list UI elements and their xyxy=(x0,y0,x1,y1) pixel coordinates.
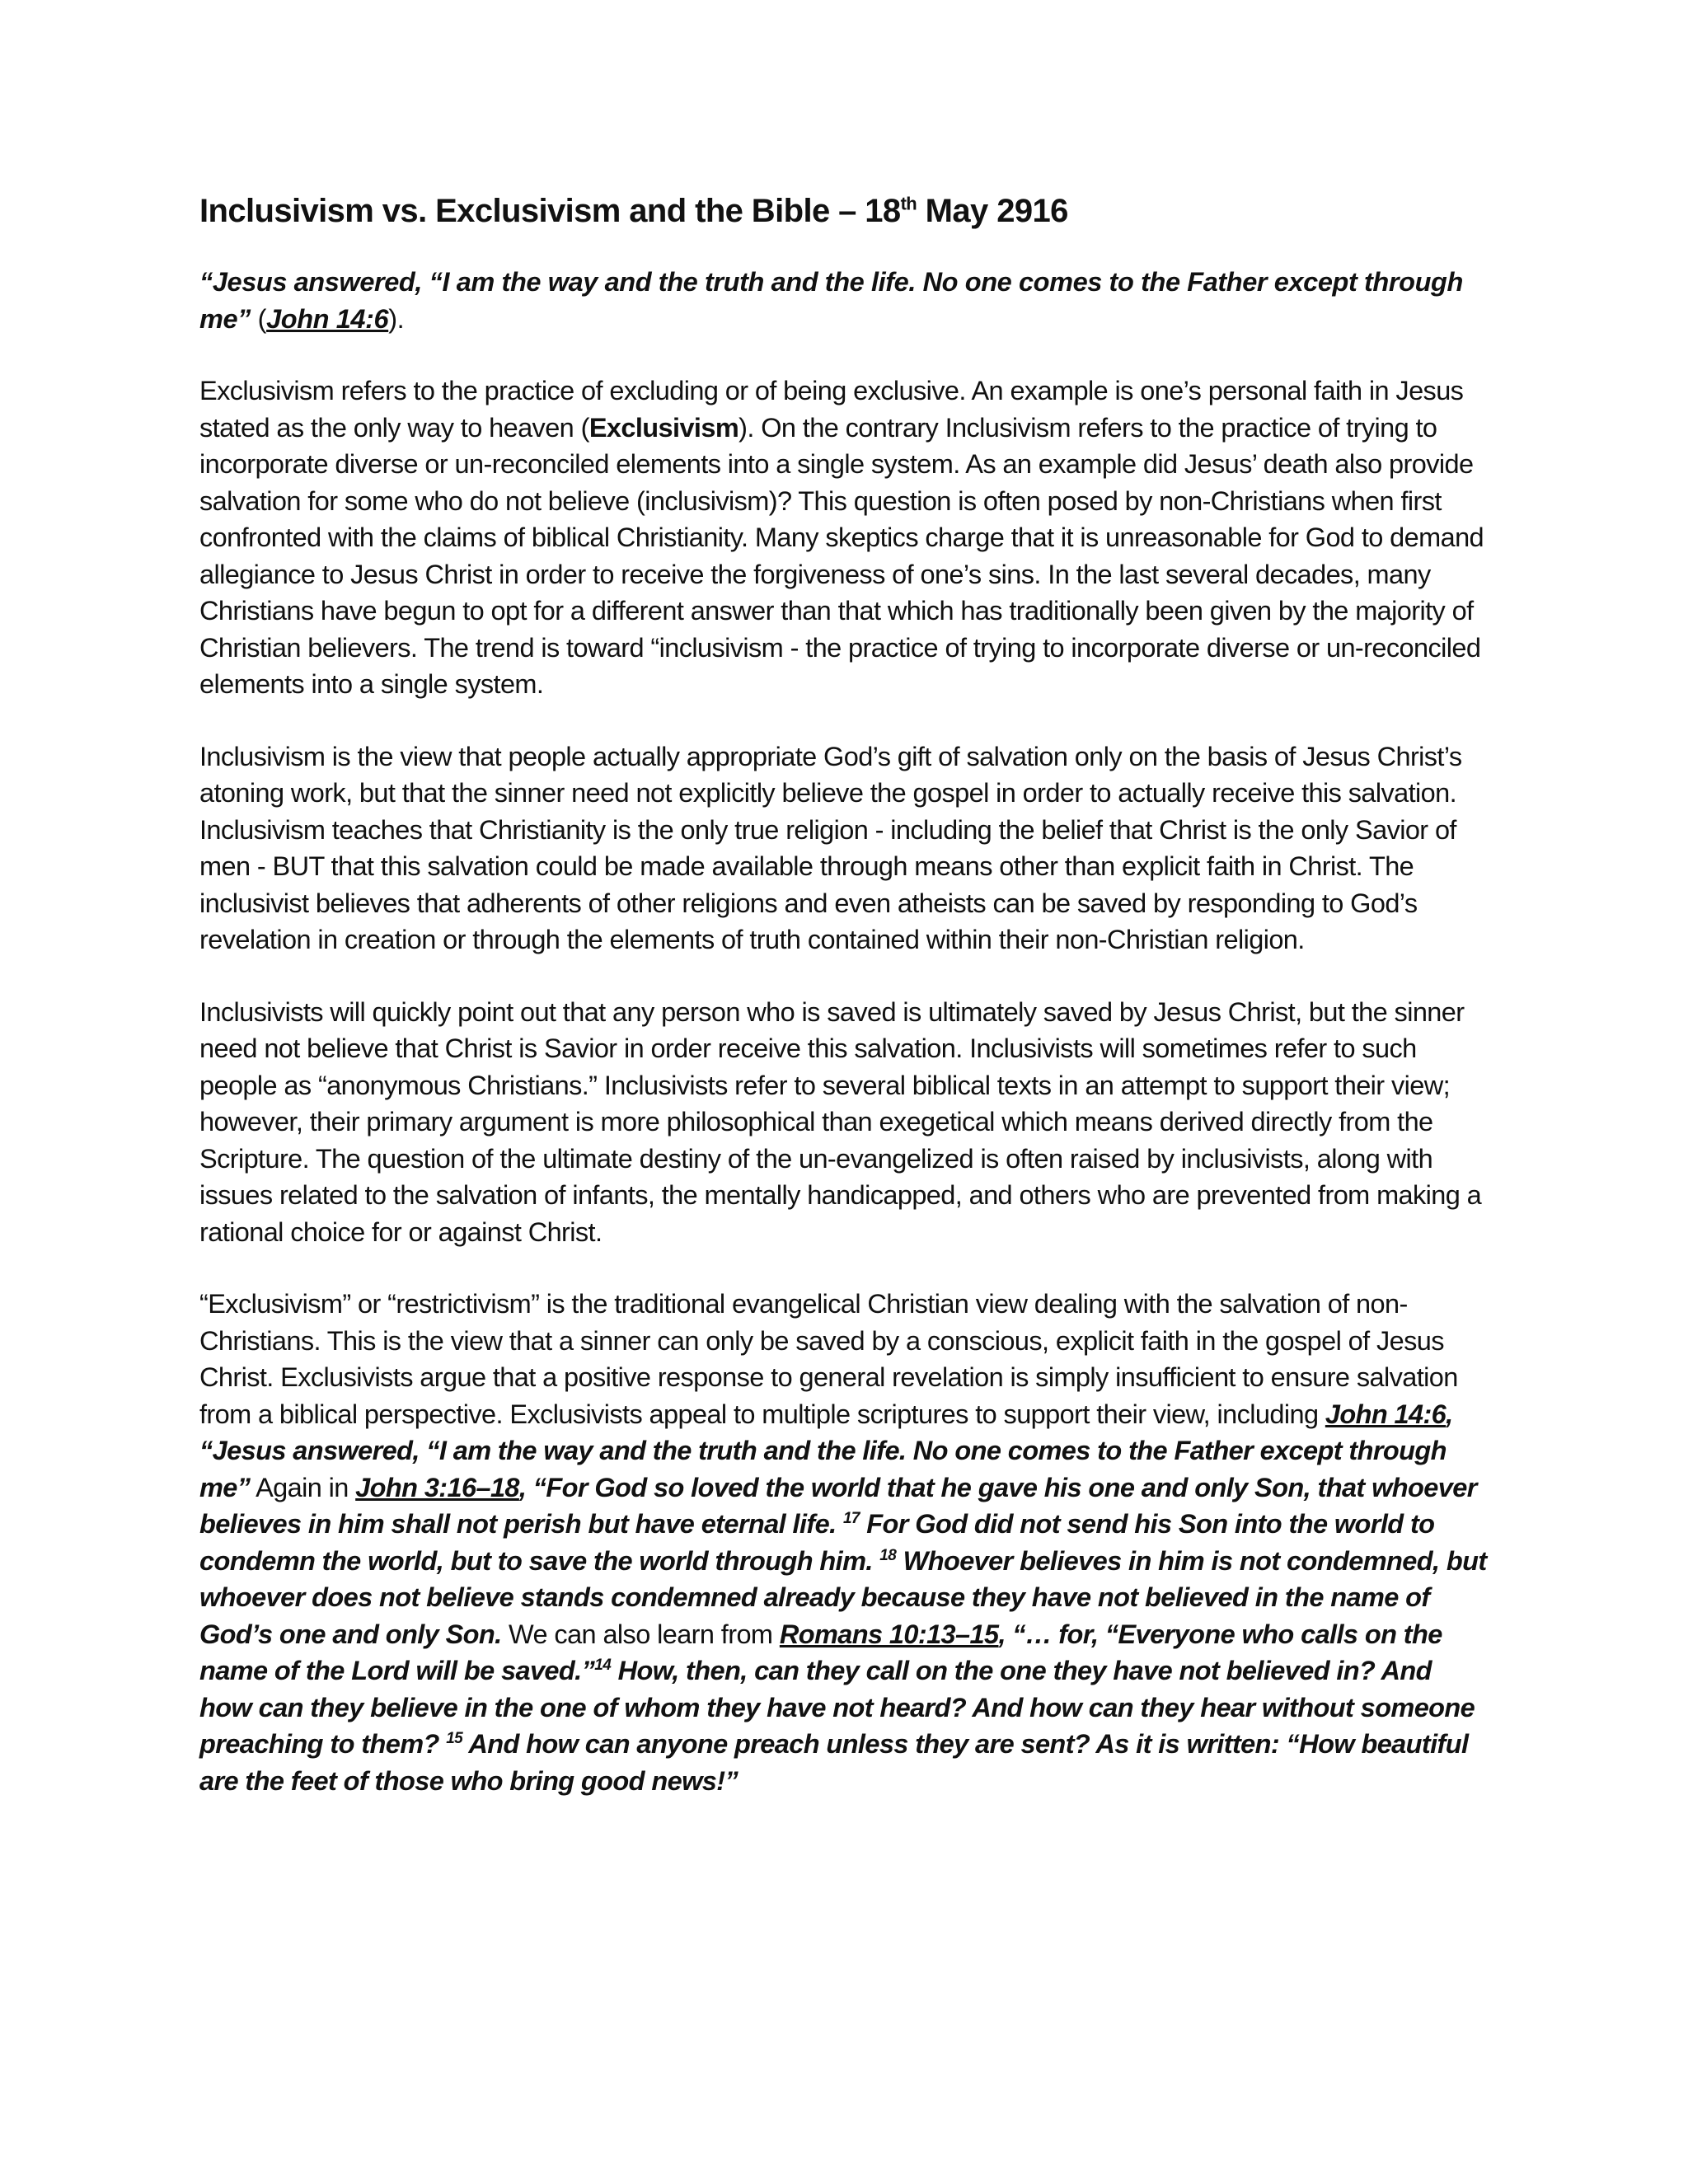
epigraph-open: ( xyxy=(251,304,267,334)
verse-number: 17 xyxy=(842,1510,860,1528)
epigraph-text: “Jesus answered, “I am the way and the truth and the life. No one comes to the Father except through me” xyxy=(199,267,1463,334)
paragraph-inclusivists: Inclusivists will quickly point out that any person who is saved is ultimately saved by Jesus Christ, but the sinner need not believe that Christ is Savior in order receive this salvation. Inclusivists will sometimes refer to such people as “anonymous Christians.” Inclusivists refer to several biblical texts in an attempt to support their view; however, their primary argument is more philosophical than exegetical which means derived directly from the Scripture. The question of the ultimate destiny of the un-evangelized is often raised by inclusivists, along with issues related to the salvation of infants, the mentally handicapped, and others who are prevented from making a rational choice for or against Christ. xyxy=(199,996,1482,1247)
paragraph-text: Again in xyxy=(250,1472,356,1502)
scripture-quote: , “For God so loved the world that he gave his one and only Son, that whoever believes in him shall not perish but have eternal life. xyxy=(199,1472,1477,1539)
epigraph-close: ). xyxy=(388,304,405,334)
verse-number: 15 xyxy=(446,1730,463,1748)
romans-10-13-15-link[interactable]: Romans 10:13–15 xyxy=(779,1619,999,1649)
scripture-quote: For God did not send his Son into the world to condemn the world, but to save the world through him. xyxy=(199,1509,1435,1576)
paragraph-text: ). On the contrary Inclusivism refers to the practice of trying to incorporate diverse or un-reconciled elements into a single system. As an example did Jesus’ death also provide salvation for some who do not believe (inclusivism)? This question is often posed by non-Christians when first confronted with the claims of biblical Christianity. Many skeptics charge that it is unreasonable for God to demand allegiance to Jesus Christ in order to receive the forgiveness of one’s sins. In the last several decades, many Christians have begun to opt for a different answer than that which has traditionally been given by the majority of Christian believers. The trend is toward “inclusivism - the practice of trying to incorporate diverse or un-reconciled elements into a single system. xyxy=(199,412,1484,699)
verse-number: 18 xyxy=(879,1546,897,1564)
title-main: Inclusivism vs. Exclusivism and the Bible – 18 xyxy=(199,193,901,229)
paragraph-exclusivism-view xyxy=(199,1286,1489,1799)
scripture-quote: Whoever believes in him is not condemned, but whoever does not believe stands condemned already because they have not believed in the name of God’s one and only Son. xyxy=(199,1545,1487,1649)
document-title xyxy=(199,191,1489,231)
title-tail: May 2916 xyxy=(917,193,1068,229)
paragraph-exclusivism-definition xyxy=(199,373,1489,703)
scripture-quote: How, then, can they call on the one they have not believed in? And how can they believe in the one of whom they have not heard? And how can they hear without someone preaching to them? xyxy=(199,1656,1475,1759)
scripture-quote: , “… for, “Everyone who calls on the name of the Lord will be saved.” xyxy=(199,1619,1442,1685)
paragraph-text: Exclusivism refers to the practice of excluding or of being exclusive. An example is one’s personal faith in Jesus stated as the only way to heaven ( xyxy=(199,376,1464,443)
paragraph-inclusivism-view: Inclusivism is the view that people actually appropriate God’s gift of salvation only on the basis of Jesus Christ’s atoning work, but that the sinner need not explicitly believe the gospel in order to actually receive this salvation. Inclusivism teaches that Christianity is the only true religion - including the belief that Christ is the only Savior of men - BUT that this salvation could be made available through means other than explicit faith in Christ. The inclusivist believes that adherents of other religions and even atheists can be saved by responding to God’s revelation in creation or through the elements of truth contained within their non-Christian religion. xyxy=(199,741,1462,954)
scripture-quote: And how can anyone preach unless they are sent? As it is written: “How beautiful are the feet of those who bring good news!” xyxy=(199,1729,1469,1796)
paragraph-text: “Exclusivism” or “restrictivism” is the traditional evangelical Christian view dealing with the salvation of non-Christians. This is the view that a sinner can only be saved by a conscious, explicit faith in the gospel of Jesus Christ. Exclusivists argue that a positive response to general revelation is simply insufficient to ensure salvation from a biblical perspective. Exclusivists appeal to multiple scriptures to support their view, including xyxy=(199,1289,1458,1429)
john-14-6-link[interactable]: John 14:6 xyxy=(1325,1399,1447,1429)
john-3-16-18-link[interactable]: John 3:16–18 xyxy=(355,1472,519,1502)
bold-term: Exclusivism xyxy=(588,412,739,443)
epigraph-quote xyxy=(199,264,1489,338)
epigraph-reference-link[interactable]: John 14:6 xyxy=(266,304,389,334)
scripture-quote: , “Jesus answered, “I am the way and the truth and the life. No one comes to the Father except through me” xyxy=(199,1399,1453,1502)
verse-number: 14 xyxy=(594,1657,612,1675)
paragraph-text: We can also learn from xyxy=(501,1619,780,1649)
title-superscript: th xyxy=(900,193,917,214)
